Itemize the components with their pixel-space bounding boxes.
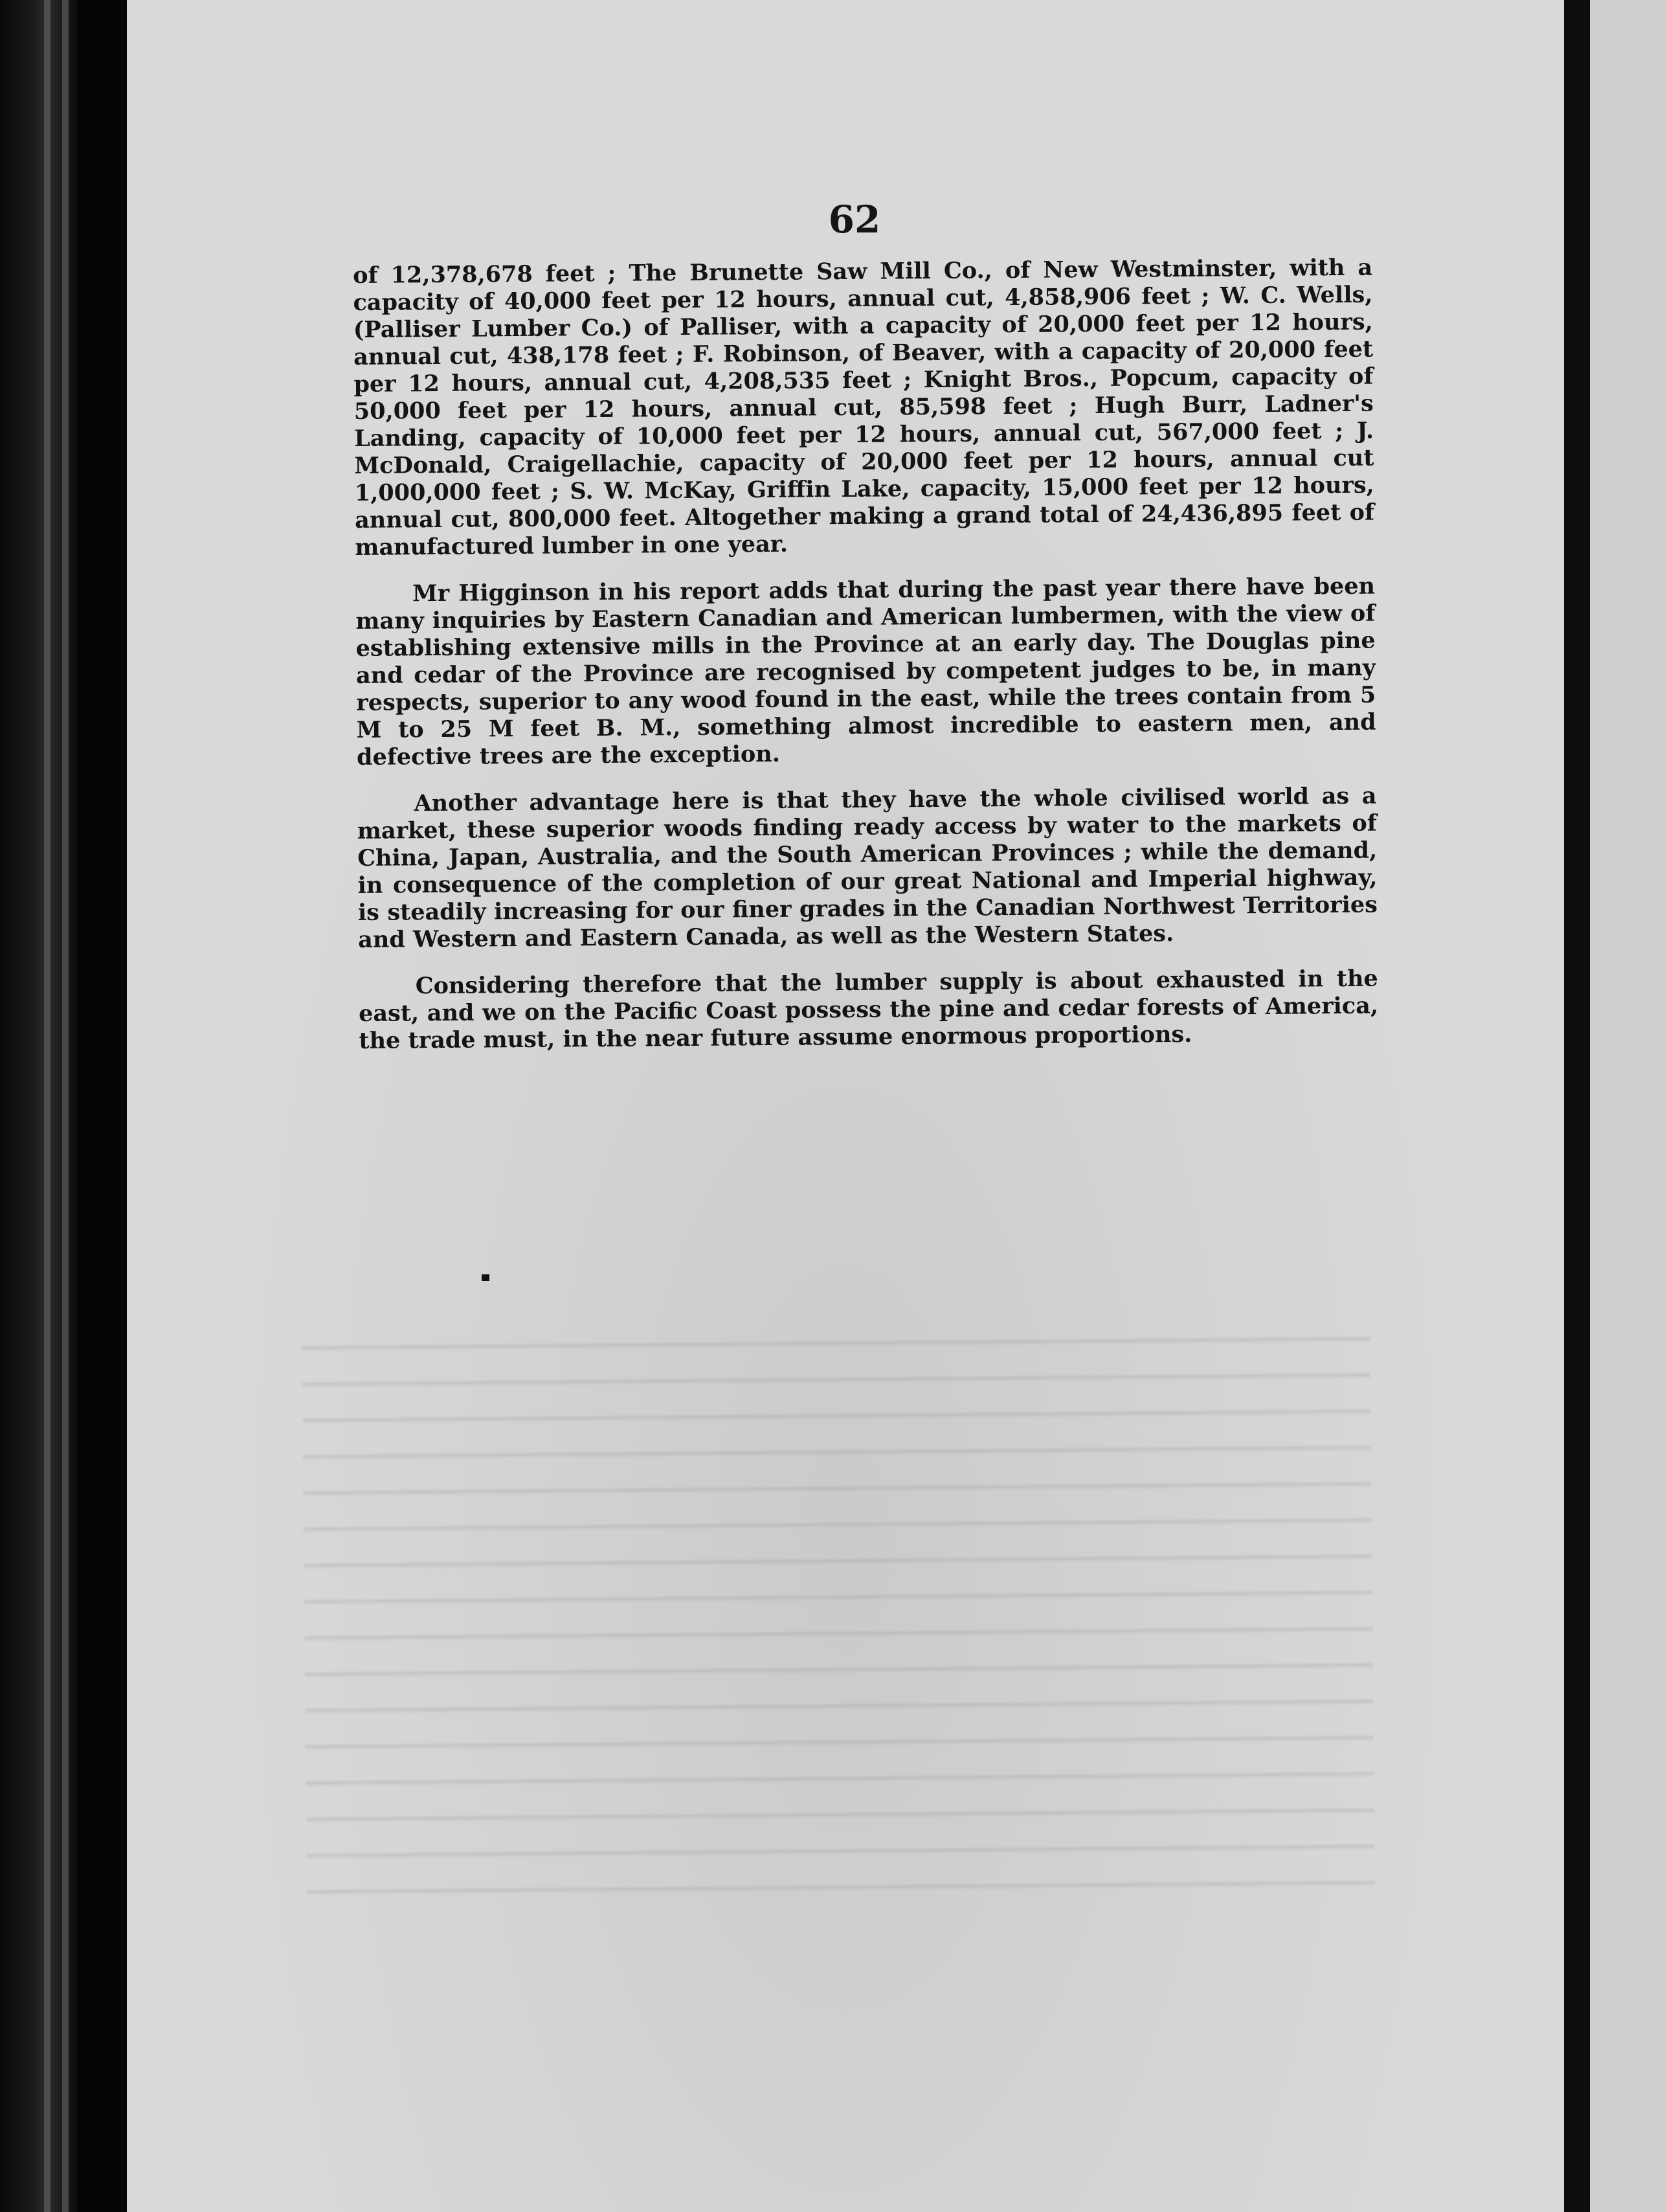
- book-binding-edge: [0, 0, 78, 2212]
- adjacent-page-edge: [1590, 0, 1665, 2212]
- page-gutter: [1564, 0, 1590, 2212]
- paragraph-market-advantage: Another advantage here is that they have the whole civilised world as a market, these superior woods finding ready access by water to the markets of China, Japan, Australia, and the South American Provinces ; while the demand, in consequence of the completion of our great National and Imperial highway, is steadily increasing for our finer grades in the Canadian Northwest Territories and Western and Eastern Canada, as well as the Western States.: [357, 782, 1378, 953]
- binding-stripe: [44, 0, 50, 2212]
- ink-mark: [482, 1274, 489, 1281]
- paragraph-conclusion: Considering therefore that the lumber supply is about exhausted in the east, and we on the Pacific Coast possess the pine and cedar forests of America, the trade must, in the near future assume enormous proportions.: [358, 965, 1379, 1054]
- paragraph-continued: of 12,378,678 feet ; The Brunette Saw Mill Co., of New Westminster, with a capacity of 40,000 feet per 12 hours, annual cut, 4,858,906 feet ; W. C. Wells, (Palliser Lumber Co.) of Palliser, with a capacity of 20,000 feet per 12 hours, annual cut, 438,178 feet ; F. Robinson, of Beaver, with a capacity of 20,000 feet per 12 hours, annual cut, 4,208,535 feet ; Knight Bros., Popcum, capacity of 50,000 feet per 12 hours, annual cut, 85,598 feet ; Hugh Burr, Ladner's Landing, capacity of 10,000 feet per 12 hours, annual cut, 567,000 feet ; J. McDonald, Craigellachie, capacity of 20,000 feet per 12 hours, annual cut 1,000,000 feet ; S. W. McKay, Griffin Lake, capacity, 15,000 feet per 12 hours, annual cut, 800,000 feet. Altogether making a grand total of 24,436,895 feet of manufactured lumber in one year.: [353, 254, 1375, 561]
- body-text: [353, 254, 1379, 1074]
- binding-stripe: [62, 0, 69, 2212]
- page-number: 62: [828, 198, 881, 242]
- paragraph-higginson-report: Mr Higginson in his report adds that during the past year there have been many inquiries by Eastern Canadian and American lumbermen, with the view of establishing extensive mills in the Province at an early day. The Douglas pine and cedar of the Province are recognised by competent judges to be, in many respects, superior to any wood found in the east, while the trees contain from 5 M to 25 M feet B. M., something almost incredible to eastern men, and defective trees are the exception.: [355, 572, 1376, 771]
- show-through-text: [302, 1316, 1375, 1895]
